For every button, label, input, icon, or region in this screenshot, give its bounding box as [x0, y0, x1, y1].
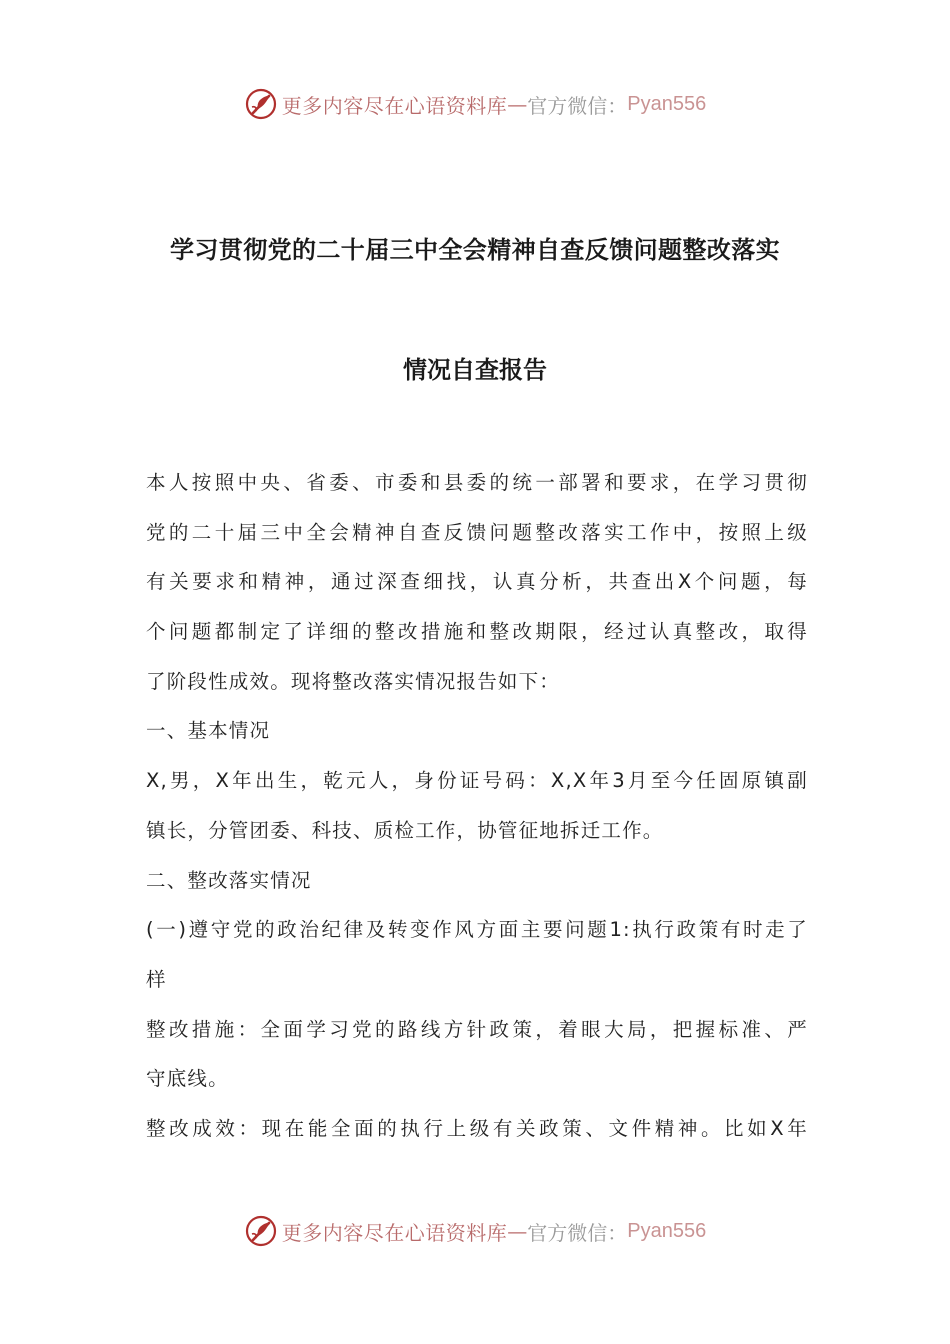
section-heading: 二、整改落实情况	[146, 868, 312, 892]
footer-wechat-label: 官方微信：	[527, 1220, 628, 1245]
header-separator: —	[507, 92, 528, 116]
document-title-line-2: 情况自查报告	[403, 356, 547, 384]
body-line: 本人按照中央、省委、市委和县委的统一部署和要求，在学习贯彻	[146, 471, 808, 494]
body-line: 守底线。	[146, 1067, 229, 1091]
body-line: X,男，X年出生，乾元人，身份证号码：X,X年3月至今任固原镇副	[146, 769, 808, 793]
section-heading: 一、基本情况	[146, 719, 271, 743]
header-site-text: 更多内容尽在心语资料库	[281, 93, 508, 118]
body-line: 样	[146, 967, 167, 991]
header-watermark-banner	[0, 84, 950, 124]
quill-logo-icon	[244, 1214, 278, 1248]
quill-logo-icon	[244, 87, 278, 121]
header-wechat-id: Pyan556	[627, 92, 707, 115]
footer-separator: —	[507, 1219, 528, 1243]
footer-site-text: 更多内容尽在心语资料库	[281, 1220, 508, 1245]
body-line: 整改成效：现在能全面的执行上级有关政策、文件精神。比如X年	[146, 1116, 808, 1140]
footer-wechat-id: Pyan556	[627, 1219, 707, 1242]
body-line: 党的二十届三中全会精神自查反馈问题整改落实工作中，按照上级	[146, 520, 808, 544]
body-line: 了阶段性成效。现将整改落实情况报告如下：	[146, 669, 561, 693]
body-line: (一)遵守党的政治纪律及转变作风方面主要问题1:执行政策有时走了	[146, 918, 808, 942]
header-wechat-label: 官方微信：	[527, 93, 628, 118]
body-line: 整改措施：全面学习党的路线方针政策，着眼大局，把握标准、严	[146, 1017, 808, 1041]
body-line: 个问题都制定了详细的整改措施和整改期限，经过认真整改，取得	[146, 620, 808, 644]
document-body	[146, 466, 808, 1162]
document-title-line-1: 学习贯彻党的二十届三中全会精神自查反馈问题整改落实	[170, 236, 780, 264]
body-line: 镇长，分管团委、科技、质检工作，协管征地拆迁工作。	[146, 818, 664, 842]
body-line: 有关要求和精神，通过深查细找，认真分析，共查出X个问题，每	[146, 570, 808, 594]
footer-watermark-banner	[0, 1211, 950, 1251]
